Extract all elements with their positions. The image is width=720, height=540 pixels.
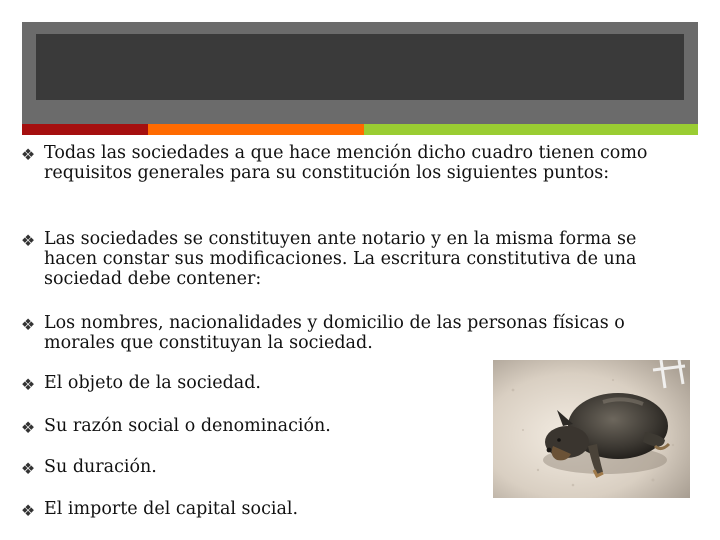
dog-photo	[493, 360, 690, 498]
title-placeholder	[36, 34, 684, 100]
bullet-item	[12, 313, 692, 353]
accent-bar-orange	[148, 124, 364, 135]
bullet-text: El objeto de la sociedad.	[44, 373, 261, 393]
bullet-text: Todas las sociedades a que hace mención dicho cuadro tienen como requisitos generales para su constitución los siguientes puntos:	[44, 143, 648, 183]
bullet-item	[12, 143, 692, 183]
diamond-bullet-icon: ❖	[20, 231, 36, 250]
diamond-bullet-icon: ❖	[20, 459, 36, 478]
diamond-bullet-icon: ❖	[20, 375, 36, 394]
dog-on-sand-image	[493, 360, 690, 498]
diamond-bullet-icon: ❖	[20, 501, 36, 520]
bullet-item	[12, 499, 692, 521]
diamond-bullet-icon: ❖	[20, 315, 36, 334]
bullet-text: Las sociedades se constituyen ante notario y en la misma forma se hacen constar sus modificaciones. La escritura constitutiva de una sociedad debe contener:	[44, 229, 637, 289]
bullet-text: Su duración.	[44, 457, 157, 477]
accent-bar-green	[364, 124, 698, 135]
diamond-bullet-icon: ❖	[20, 418, 36, 437]
bullet-text: Su razón social o denominación.	[44, 416, 331, 436]
bullet-item	[12, 229, 692, 289]
accent-bar-red	[22, 124, 148, 135]
bullet-text: El importe del capital social.	[44, 499, 299, 519]
bullet-text: Los nombres, nacionalidades y domicilio de las personas físicas o morales que constituyan la sociedad.	[44, 313, 625, 353]
diamond-bullet-icon: ❖	[20, 145, 36, 164]
